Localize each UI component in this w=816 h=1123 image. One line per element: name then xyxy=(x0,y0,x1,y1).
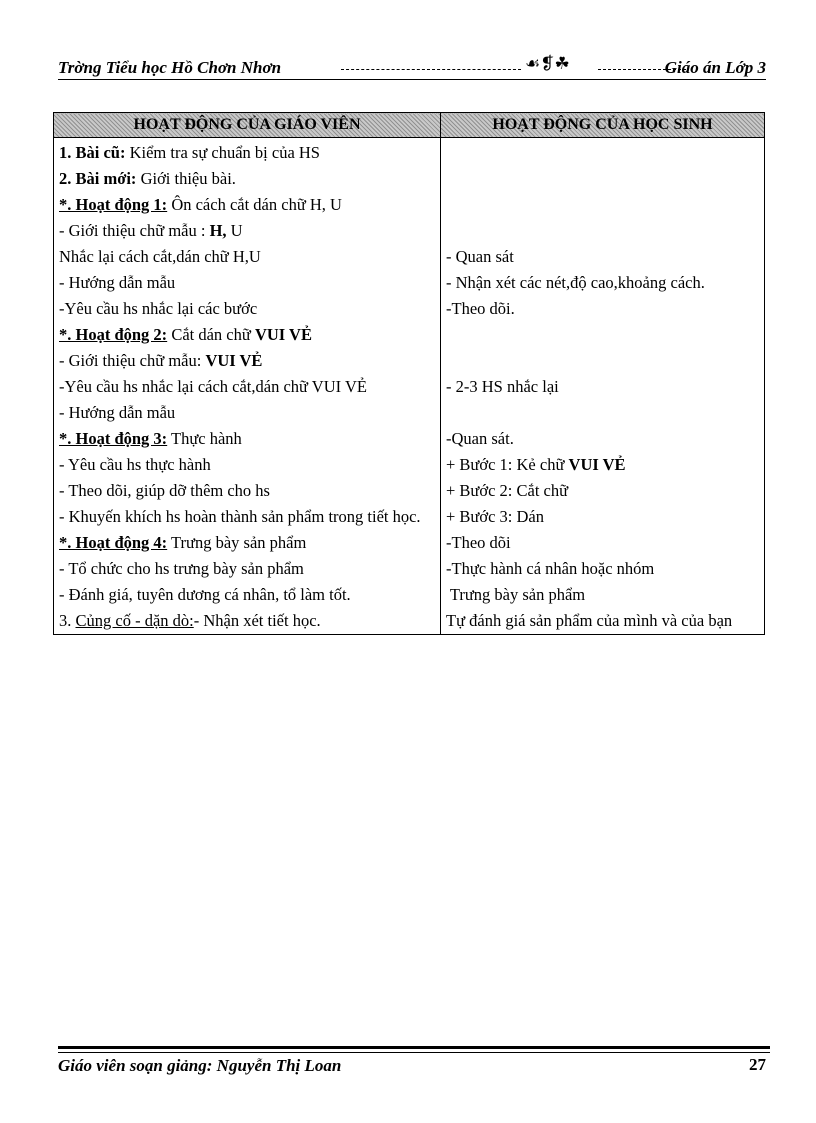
new-lesson-text: Giới thiệu bài. xyxy=(136,169,236,188)
old-lesson-line xyxy=(59,140,437,166)
activity-2-text: Cắt dán chữ xyxy=(167,325,255,344)
teacher-line-15: - Khuyến khích hs hoàn thành sản phẩm trong tiết học. xyxy=(59,507,421,526)
student-line-11: Trưng bày sản phẩm xyxy=(446,585,586,604)
teacher-line-18: - Đánh giá, tuyên dương cá nhân, tổ làm tốt. xyxy=(59,585,351,604)
old-lesson-label: 1. Bài cũ: xyxy=(59,143,126,162)
activity-2-label: *. Hoạt động 2: xyxy=(59,325,168,344)
book-ornament-icon: ☙❡☘ xyxy=(525,54,570,73)
activity-1-text: Ôn cách cắt dán chữ H, U xyxy=(167,195,342,214)
new-lesson-label: 2. Bài mới: xyxy=(59,169,137,188)
table-body-row xyxy=(54,138,765,635)
footer-rule-thick xyxy=(58,1046,770,1049)
student-line-1: - Quan sát xyxy=(446,247,514,266)
consolidation-label: Củng cố - dặn dò: xyxy=(75,611,194,630)
school-name: Trờng Tiểu học Hồ Chơn Nhơn xyxy=(58,58,282,77)
teacher-line-5: Nhắc lại cách cắt,dán chữ H,U xyxy=(59,247,261,266)
teacher-line-7: -Yêu cầu hs nhắc lại các bước xyxy=(59,299,258,318)
header-rule xyxy=(58,79,766,80)
teacher-line-17: - Tổ chức cho hs trưng bày sản phẩm xyxy=(59,559,304,578)
teacher-column-header: HOẠT ĐỘNG CỦA GIÁO VIÊN xyxy=(54,113,441,138)
teacher-line-11: - Hướng dẫn mẫu xyxy=(59,403,176,422)
lesson-plan-grade: Giáo án Lớp 3 xyxy=(664,58,766,77)
teacher-line-4-bold: H, xyxy=(209,221,227,240)
student-line-5: -Quan sát. xyxy=(446,429,514,448)
teacher-line-10: -Yêu cầu hs nhắc lại cách cắt,dán chữ VUI VẺ xyxy=(59,377,367,396)
student-activities xyxy=(441,138,765,635)
teacher-line-9-bold: VUI VẺ xyxy=(205,351,263,370)
teacher-line-4-tail: U xyxy=(226,221,243,240)
activity-2-word: VUI VẺ xyxy=(254,325,312,344)
teacher-line-4-text: - Giới thiệu chữ mẫu : xyxy=(59,221,210,240)
consolidation-text: - Nhận xét tiết học. xyxy=(193,611,321,630)
consolidation-number: 3. xyxy=(59,611,76,630)
student-line-2: - Nhận xét các nét,độ cao,khoảng cách. xyxy=(446,273,705,292)
student-line-8: + Bước 3: Dán xyxy=(446,507,545,526)
activity-1-line xyxy=(59,192,437,218)
student-line-10: -Thực hành cá nhân hoặc nhóm xyxy=(446,559,655,578)
teacher-line-6: - Hướng dẫn mẫu xyxy=(59,273,176,292)
activity-4-line xyxy=(59,530,437,556)
blank-line xyxy=(446,166,764,192)
student-line-3: -Theo dõi. xyxy=(446,299,515,318)
footer-rule-thin xyxy=(58,1052,770,1053)
blank-line xyxy=(446,322,764,348)
activity-4-text: Trưng bày sản phẩm xyxy=(167,533,307,552)
teacher-line-13: - Yêu cầu hs thực hành xyxy=(59,455,211,474)
teacher-line-14: - Theo dõi, giúp dỡ thêm cho hs xyxy=(59,481,270,500)
student-line-9: -Theo dõi xyxy=(446,533,511,552)
step-1-text: + Bước 1: Kẻ chữ xyxy=(446,455,569,474)
student-line-7: + Bước 2: Cắt chữ xyxy=(446,481,569,500)
student-column-header: HOẠT ĐỘNG CỦA HỌC SINH xyxy=(441,113,765,138)
student-line-4: - 2-3 HS nhắc lại xyxy=(446,377,559,396)
teacher-line-4 xyxy=(59,218,437,244)
consolidation-line xyxy=(59,608,437,634)
teacher-line-9-text: - Giới thiệu chữ mẫu: xyxy=(59,351,206,370)
activity-3-text: Thực hành xyxy=(167,429,242,448)
student-line-12: Tự đánh giá sản phẩm của mình và của bạn xyxy=(446,611,733,630)
activity-3-line xyxy=(59,426,437,452)
student-line-6 xyxy=(446,452,764,478)
page-header xyxy=(58,56,766,80)
blank-line xyxy=(446,348,764,374)
page-number: 27 xyxy=(749,1055,766,1074)
blank-line xyxy=(446,192,764,218)
activity-2-line xyxy=(59,322,437,348)
teacher-line-9 xyxy=(59,348,437,374)
teacher-activities xyxy=(54,138,441,635)
old-lesson-text: Kiểm tra sự chuẩn bị của HS xyxy=(125,143,320,162)
activity-3-label: *. Hoạt động 3: xyxy=(59,429,168,448)
activity-4-label: *. Hoạt động 4: xyxy=(59,533,168,552)
activity-1-label: *. Hoạt động 1: xyxy=(59,195,168,214)
blank-line xyxy=(446,400,764,426)
header-dash-left xyxy=(341,56,521,70)
activity-table xyxy=(53,112,765,635)
table-header-row xyxy=(54,113,765,138)
new-lesson-line xyxy=(59,166,437,192)
step-1-word: VUI VẺ xyxy=(568,455,626,474)
blank-line xyxy=(446,140,764,166)
author-credit: Giáo viên soạn giảng: Nguyễn Thị Loan xyxy=(58,1056,342,1075)
blank-line xyxy=(446,218,764,244)
